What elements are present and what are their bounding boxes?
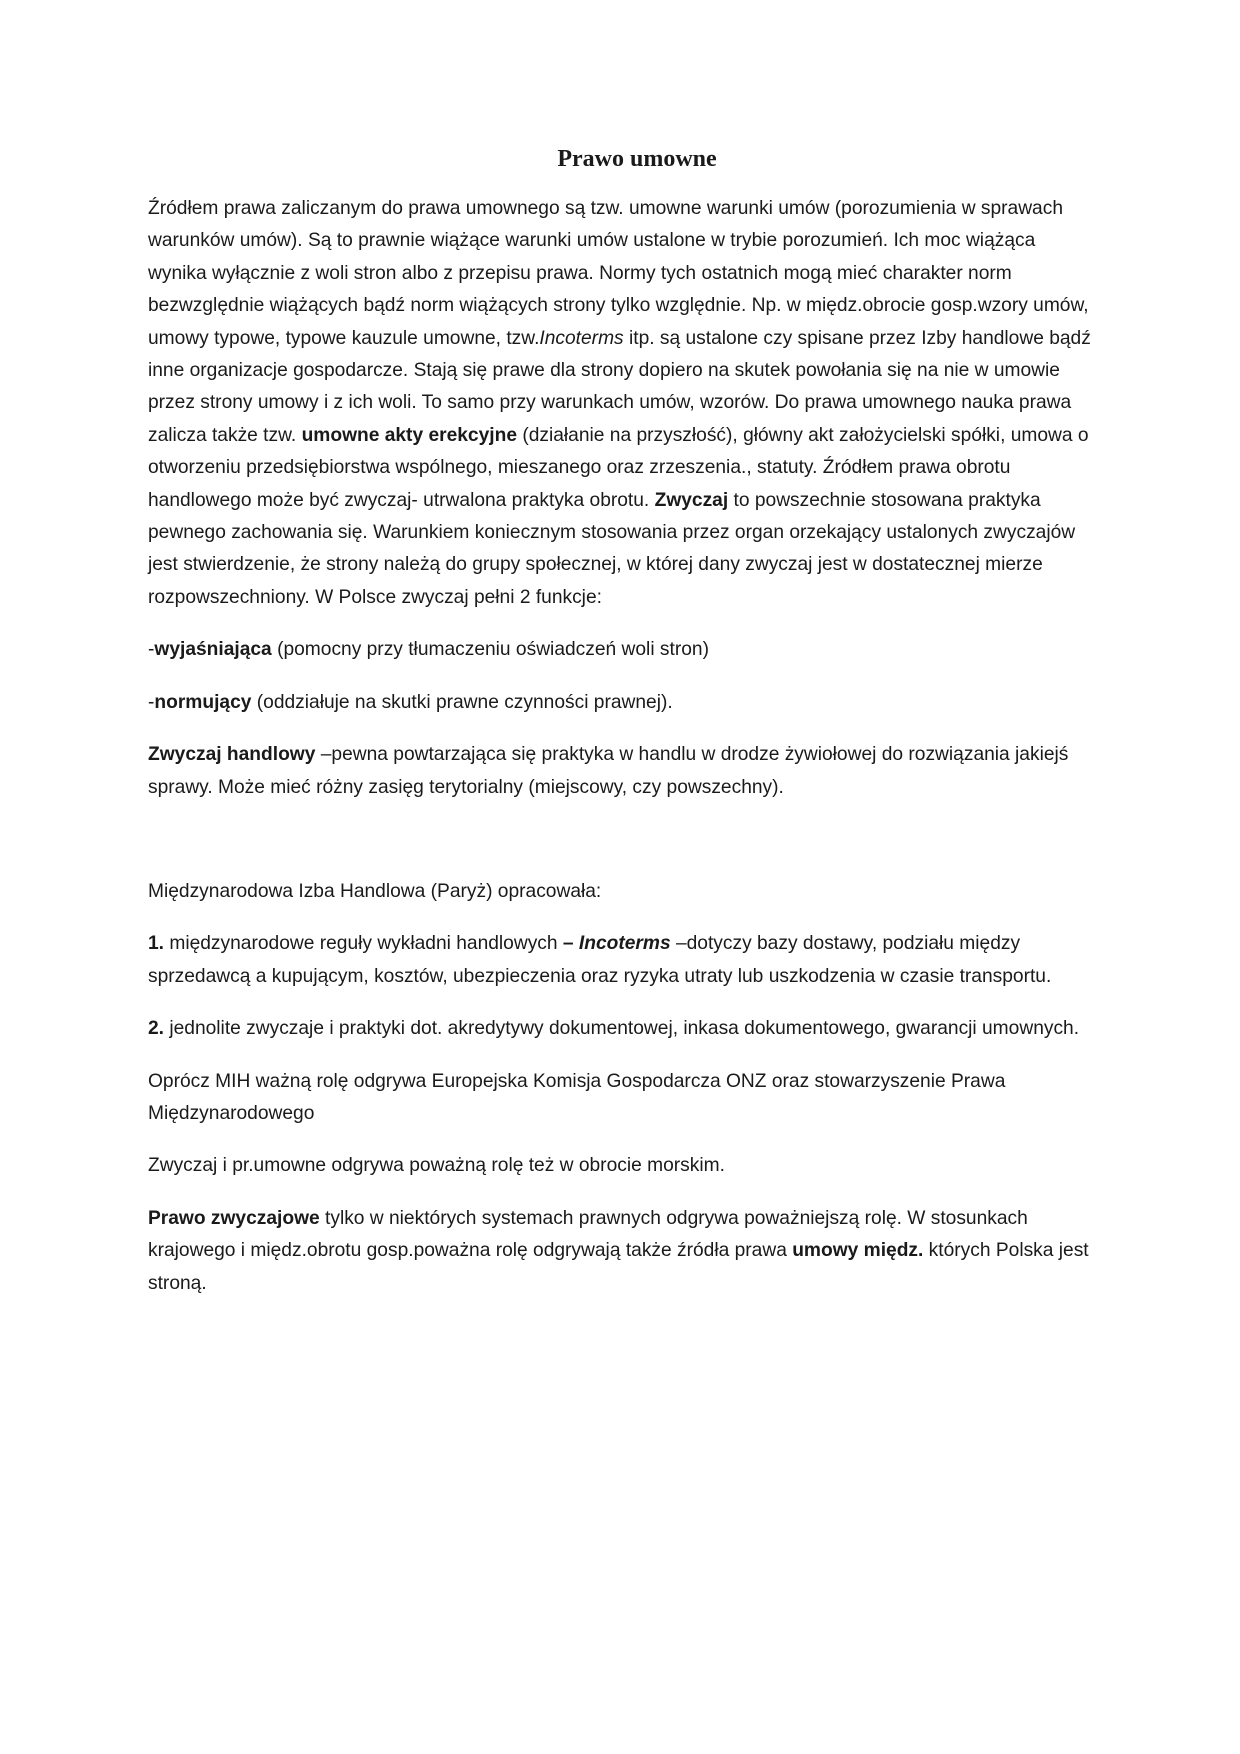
paragraph-trade-custom bbox=[148, 739, 1096, 804]
bold-term: umowy międz. bbox=[792, 1240, 924, 1262]
paragraph-function-1 bbox=[148, 634, 1096, 666]
paragraph-function-2 bbox=[148, 687, 1096, 719]
bold-term: normujący bbox=[154, 691, 252, 713]
paragraph-icc bbox=[148, 876, 1096, 908]
bold-term: 2. bbox=[148, 1018, 165, 1040]
blank-line bbox=[148, 824, 1096, 876]
text-run: - bbox=[148, 691, 155, 713]
bold-term: wyjaśniająca bbox=[154, 639, 272, 661]
text-run: - bbox=[148, 639, 155, 661]
text-run: Międzynarodowa Izba Handlowa (Paryż) opracowała: bbox=[148, 880, 602, 902]
paragraph-intro bbox=[148, 193, 1096, 614]
bold-term: – bbox=[562, 933, 579, 955]
text-run: których Polska jest stroną. bbox=[148, 1240, 1089, 1294]
bold-term: umowne akty erekcyjne bbox=[301, 424, 517, 446]
italic-term: Incoterms bbox=[578, 933, 671, 955]
text-run: jednolite zwyczaje i praktyki dot. akredytywy dokumentowej, inkasa dokumentowego, gwarancji umownych. bbox=[164, 1018, 1080, 1040]
paragraph-maritime bbox=[148, 1150, 1096, 1182]
paragraph-mih-role bbox=[148, 1066, 1096, 1131]
text-run: Oprócz MIH ważną rolę odgrywa Europejska Komisja Gospodarcza ONZ oraz stowarzyszenie Prawa Międzynarodowego bbox=[148, 1070, 1006, 1124]
text-run: Źródłem prawa zaliczanym do prawa umownego są tzw. umowne warunki umów (porozumienia w sprawach warunków umów). Są to prawnie wiążące warunki umów ustalone w trybie porozumień. Ich moc wiążąca wynika wyłącznie z woli stron albo z przepisu prawa. Normy tych ostatnich mogą mieć charakter norm bezwzględnie wiążących bądź norm wiążących strony tylko względnie. Np. w międz.obrocie gosp.wzory umów, umowy typowe, typowe kauzule umowne, tzw. bbox=[148, 198, 1089, 349]
italic-term: Incoterms bbox=[539, 327, 624, 349]
bold-term: Zwyczaj handlowy bbox=[148, 744, 316, 766]
page-title: Prawo umowne bbox=[557, 146, 717, 172]
text-run: –dotyczy bazy dostawy, podziału między sprzedawcą a kupującym, kosztów, ubezpieczenia oraz ryzyka utraty lub uszkodzenia w czasie transportu. bbox=[148, 933, 1052, 987]
bold-term: Prawo zwyczajowe bbox=[148, 1207, 320, 1229]
bold-term: 1. bbox=[148, 933, 165, 955]
document-page bbox=[148, 143, 1096, 1320]
text-run: Zwyczaj i pr.umowne odgrywa poważną rolę też w obrocie morskim. bbox=[148, 1155, 725, 1177]
bold-term: Zwyczaj bbox=[654, 489, 729, 511]
bold-italic-term bbox=[579, 933, 671, 954]
paragraph-item-2 bbox=[148, 1013, 1096, 1045]
text-run: –pewna powtarzająca się praktyka w handlu w drodze żywiołowej do rozwiązania jakiejś sprawy. Może mieć różny zasięg terytorialny (miejscowy, czy powszechny). bbox=[148, 744, 1069, 798]
paragraph-customary-law bbox=[148, 1203, 1096, 1300]
text-run: (pomocny przy tłumaczeniu oświadczeń woli stron) bbox=[271, 639, 709, 661]
paragraph-item-1 bbox=[148, 928, 1096, 993]
text-run: itp. są ustalone czy spisane przez Izby handlowe bądź inne organizacje gospodarcze. Stają się prawe dla strony dopiero na skutek powołania się na nie w umowie przez strony umowy i z ich woli. To samo przy warunkach umów, wzorów. Do prawa umownego nauka prawa zalicza także tzw. bbox=[148, 327, 1091, 446]
text-run: międzynarodowe reguły wykładni handlowych bbox=[164, 933, 563, 955]
text-run: (działanie na przyszłość), główny akt założycielski spółki, umowa o otworzeniu przedsiębiorstwa wspólnego, mieszanego oraz zrzeszenia., statuty. Źródłem prawa obrotu handlowego może być zwyczaj- utrwalona praktyka obrotu. bbox=[148, 424, 1089, 511]
text-run: (oddziałuje na skutki prawne czynności prawnej). bbox=[251, 691, 673, 713]
text-run: tylko w niektórych systemach prawnych odgrywa poważniejszą rolę. W stosunkach krajowego i międz.obrotu gosp.poważna rolę odgrywają także źródła prawa bbox=[148, 1207, 1028, 1262]
text-run: to powszechnie stosowana praktyka pewnego zachowania się. Warunkiem koniecznym stosowania przez organ orzekający ustalonych zwyczajów jest stwierdzenie, że strony należą do grupy społecznej, w której dany zwyczaj jest w dostatecznej mierze rozpowszechniony. W Polsce zwyczaj pełni 2 funkcje: bbox=[148, 489, 1076, 608]
